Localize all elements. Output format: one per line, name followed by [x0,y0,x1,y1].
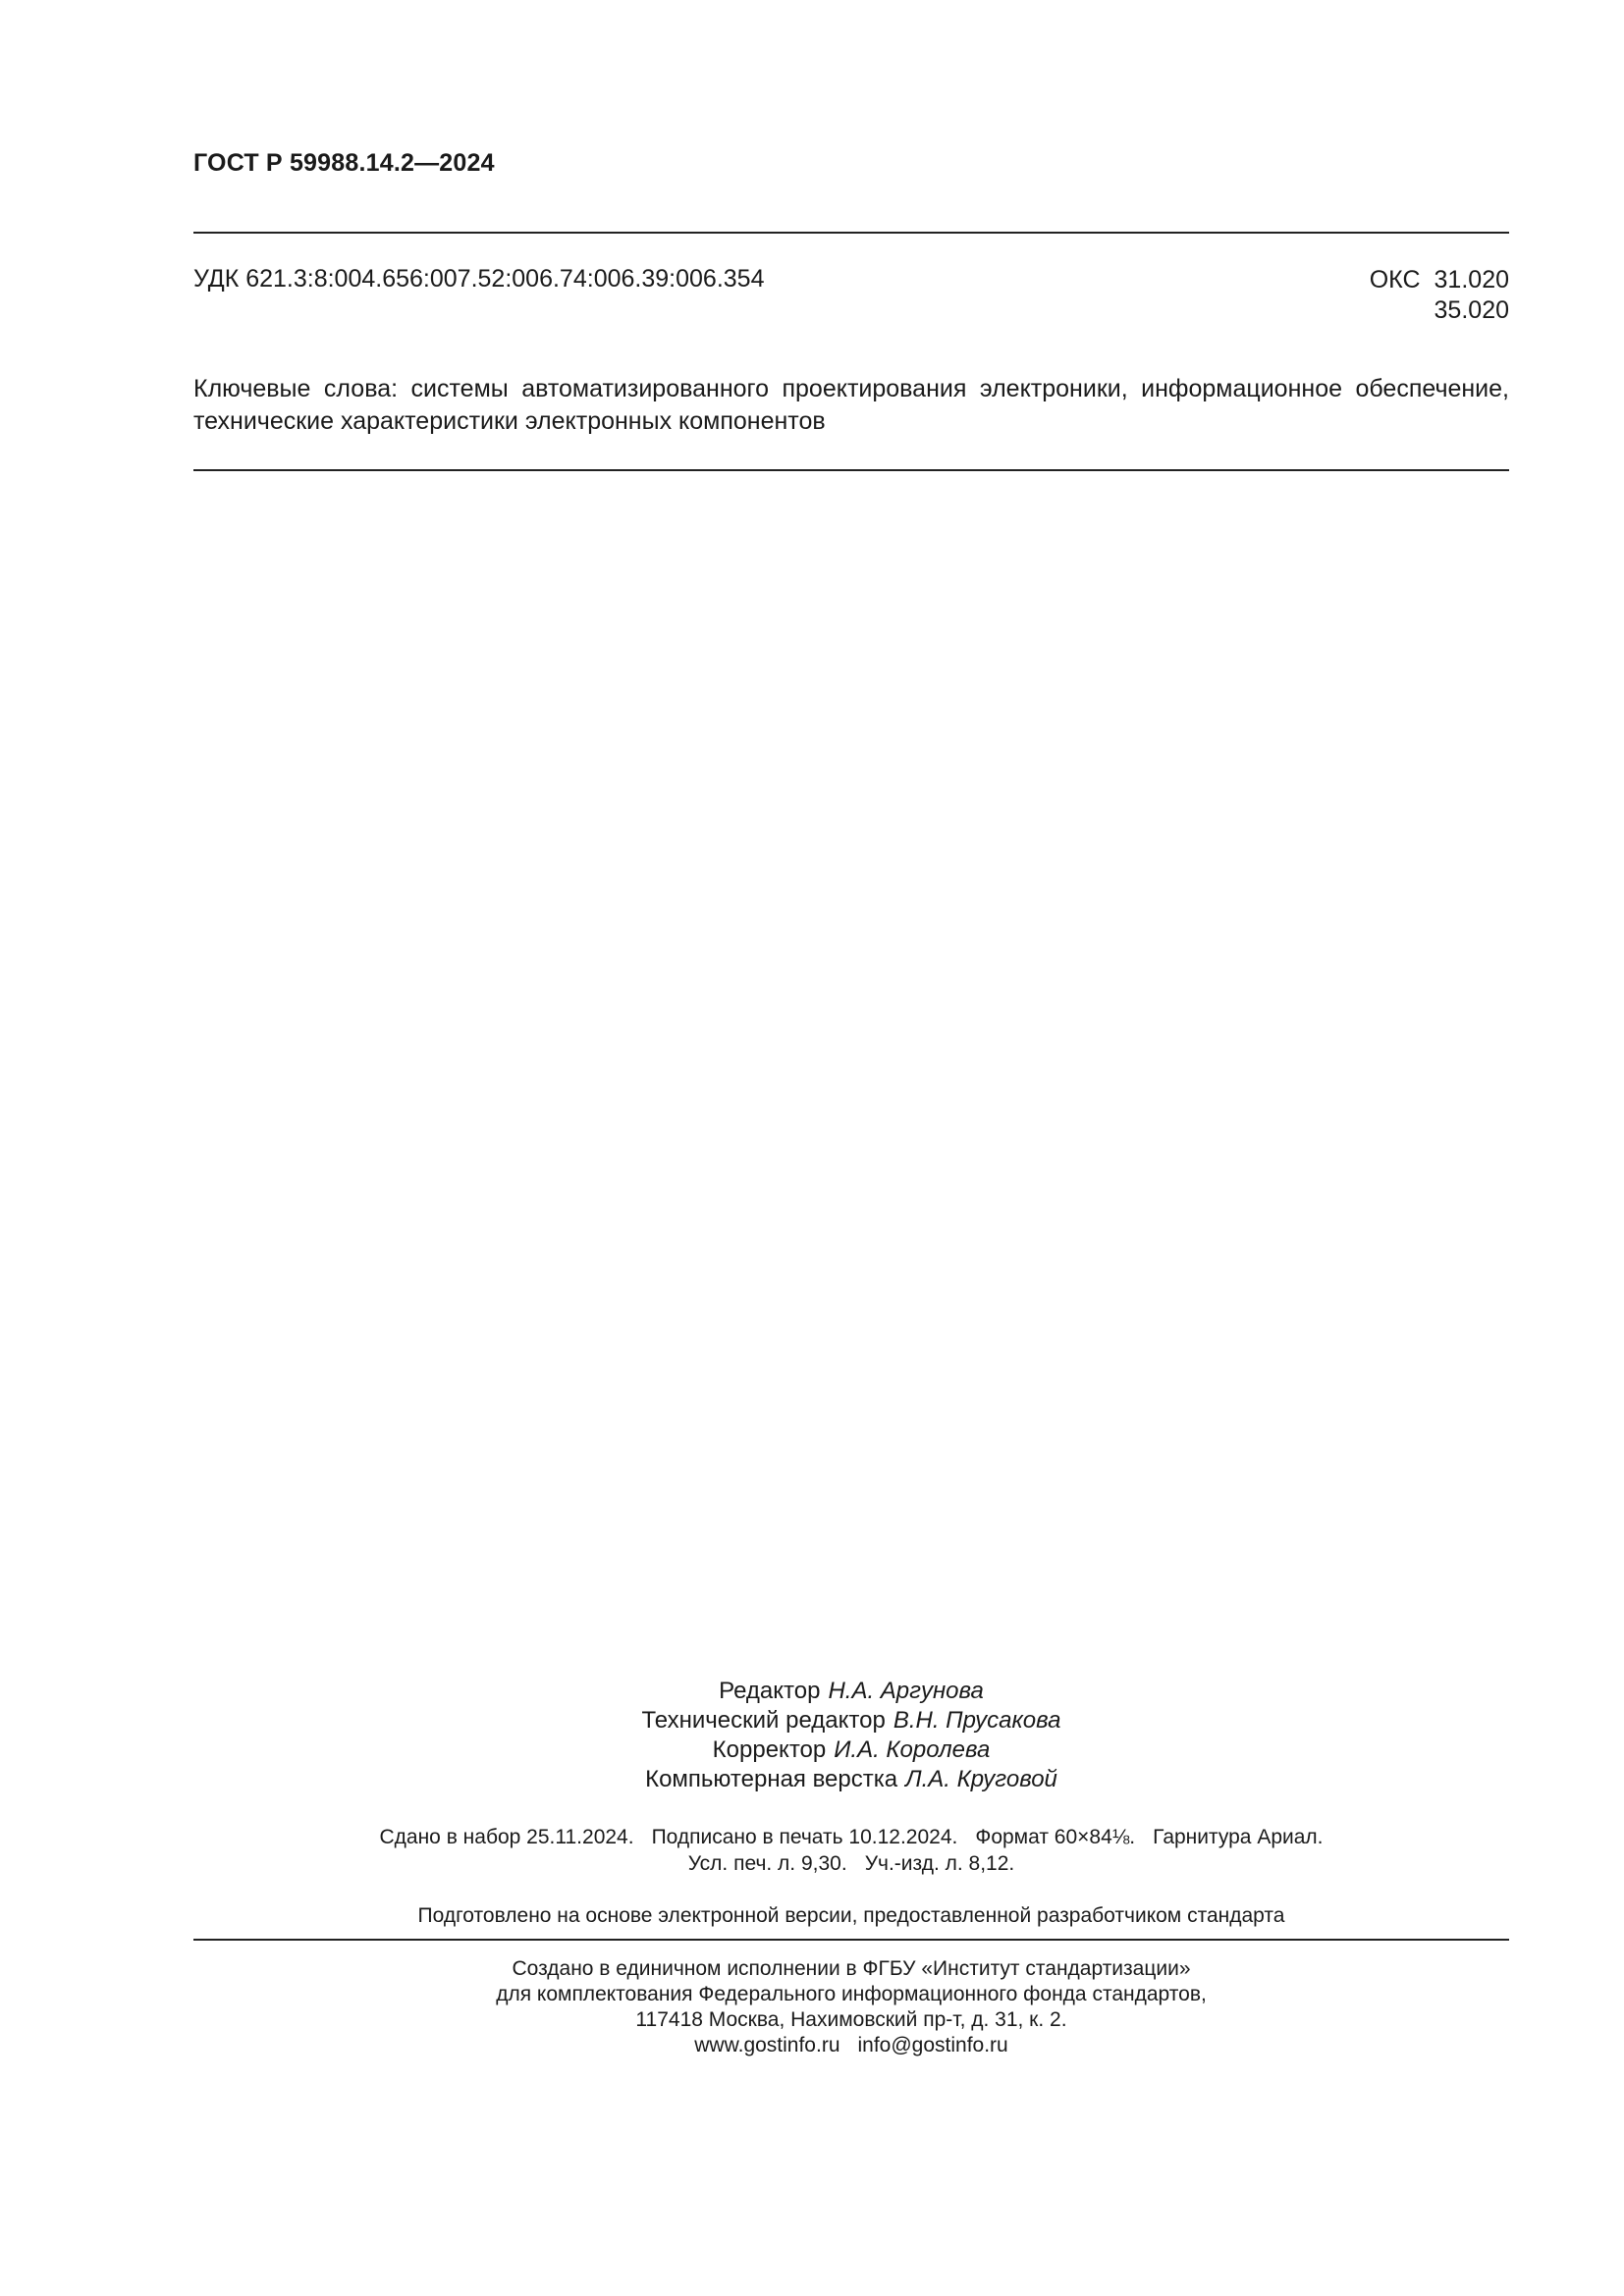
credit-name: В.Н. Прусакова [893,1707,1061,1734]
signed-date: Подписано в печать 10.12.2024. [651,1826,958,1848]
keywords-divider [193,469,1509,471]
credit-role: Технический редактор [641,1707,886,1734]
credit-role: Редактор [719,1678,821,1704]
oks-line-1 [1257,265,1509,295]
credit-role: Компьютерная верстка [645,1766,898,1792]
credit-proofreader [193,1735,1509,1765]
oks-code-2: 35.020 [1434,296,1509,324]
credit-name: И.А. Королева [834,1736,991,1763]
printed-sheets: Усл. печ. л. 9,30. [687,1852,847,1875]
print-info-line-2 [193,1850,1509,1877]
prepared-note: Подготовлено на основе электронной версии, предоставленной разработчиком стандарта [417,1904,1285,1927]
publisher-sheets: Уч.-изд. л. 8,12. [864,1852,1015,1875]
oks-code-1: 31.020 [1434,266,1509,294]
email-link[interactable]: info@gostinfo.ru [857,2034,1008,2056]
oks-label: ОКС [1369,266,1421,294]
credits-block [193,1677,1509,1794]
credit-editor [193,1677,1509,1706]
oks-block [1257,265,1509,326]
print-info-block [193,1824,1509,1877]
top-divider [193,232,1509,234]
typeset-date: Сдано в набор 25.11.2024. [379,1826,634,1848]
document-code: ГОСТ Р 59988.14.2—2024 [193,149,495,177]
udk-code: УДК 621.3:8:004.656:007.52:006.74:006.39:006.354 [193,265,765,293]
credit-name: Л.А. Круговой [905,1766,1057,1792]
publisher-address: 117418 Москва, Нахимовский пр-т, д. 31, к. 2. [635,2008,1067,2031]
footer-divider [193,1939,1509,1941]
credit-layout [193,1765,1509,1794]
publisher-contacts [193,2033,1509,2058]
credit-role: Корректор [712,1736,827,1763]
credit-technical-editor [193,1706,1509,1735]
publisher-line-2: для комплектования Федерального информационного фонда стандартов, [496,1983,1207,2005]
paper-format: Формат 60×84⅛. [975,1826,1136,1848]
keywords-paragraph: Ключевые слова: системы автоматизированного проектирования электроники, информационное обеспечение, технические характеристики электронных компонентов [193,375,1509,435]
website-link[interactable]: www.gostinfo.ru [694,2034,840,2056]
credit-name: Н.А. Аргунова [828,1678,984,1704]
typeface: Гарнитура Ариал. [1153,1826,1324,1848]
print-info-line-1 [193,1824,1509,1850]
publisher-block [193,1956,1509,2058]
publisher-line-1: Создано в единичном исполнении в ФГБУ «Институт стандартизации» [512,1957,1191,1980]
